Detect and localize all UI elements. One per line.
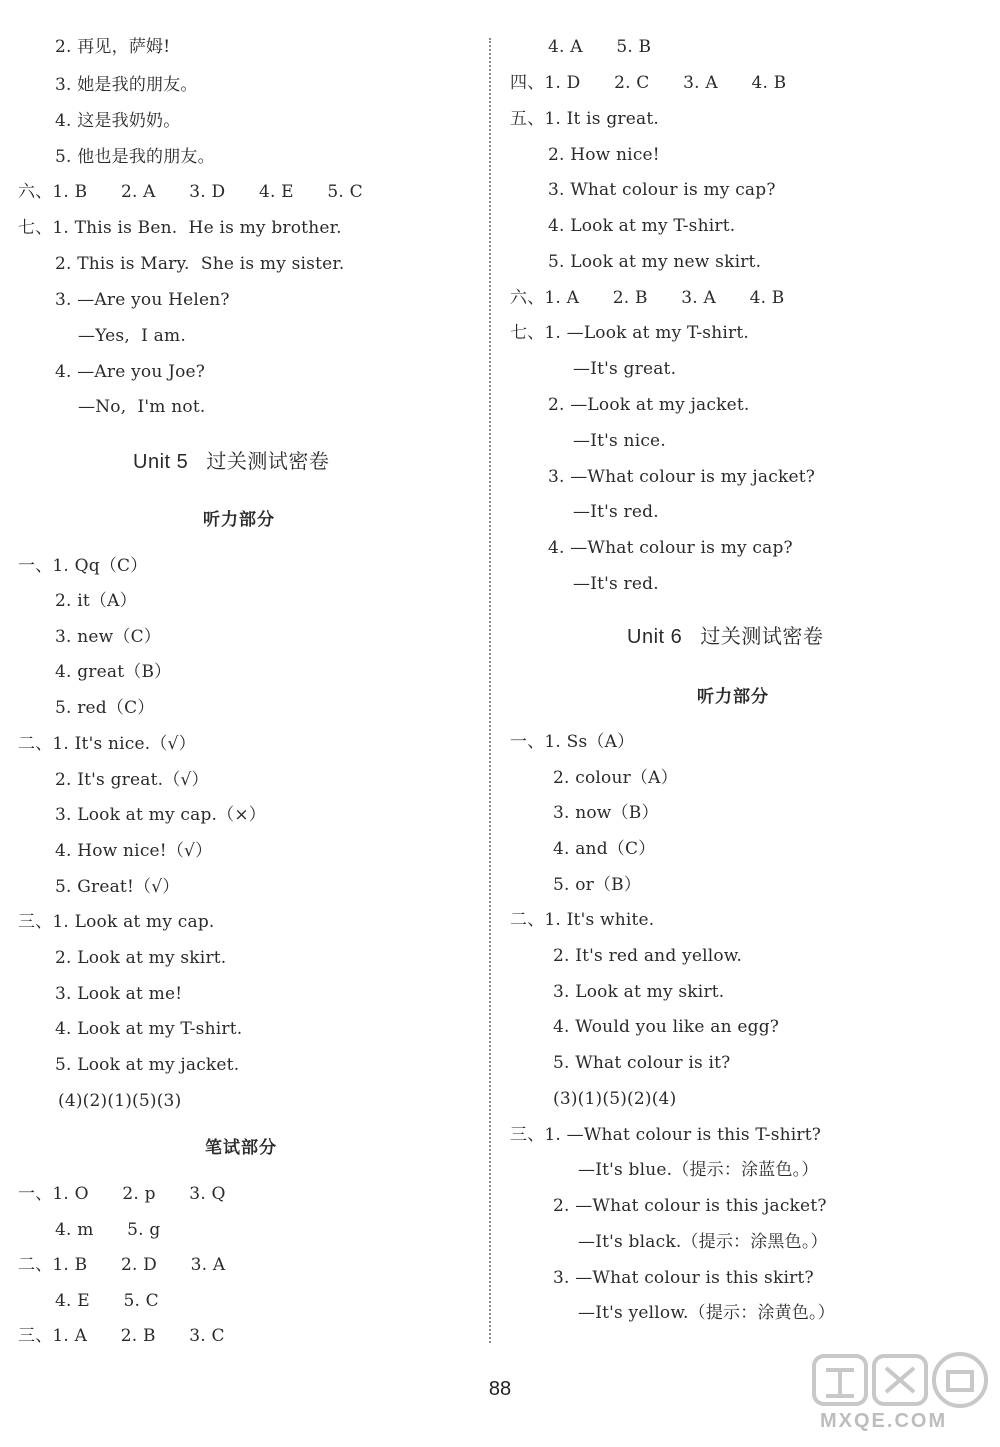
- answer-line: 六、1. B 2. A 3. D 4. E 5. C: [18, 182, 363, 202]
- listening-section-heading: 听力部分: [203, 510, 275, 530]
- answer-line: 5. Look at my new skirt.: [548, 252, 762, 272]
- answer-line: 3. Look at me!: [55, 984, 183, 1004]
- answer-line: 3. new（C）: [55, 627, 161, 647]
- answer-line: —It's nice.: [573, 431, 666, 451]
- answer-line: —It's great.: [573, 359, 677, 379]
- written-section-heading: 笔试部分: [205, 1138, 277, 1158]
- answer-line: 一、1. O 2. p 3. Q: [18, 1184, 226, 1204]
- answer-line: 3. What colour is my cap?: [548, 180, 776, 200]
- answer-line: 5. Look at my jacket.: [55, 1055, 240, 1075]
- answer-line: 4. and（C）: [553, 839, 656, 859]
- listening-section-heading: 听力部分: [697, 687, 769, 707]
- answer-line: 2. This is Mary. She is my sister.: [55, 254, 345, 274]
- answer-line: 4. great（B）: [55, 662, 172, 682]
- answer-line: 四、1. D 2. C 3. A 4. B: [510, 73, 787, 93]
- answer-line: 5. or（B）: [553, 875, 642, 895]
- answer-line: 2. Look at my skirt.: [55, 948, 227, 968]
- answer-line: 2. How nice!: [548, 145, 660, 165]
- answer-line: 六、1. A 2. B 3. A 4. B: [510, 288, 785, 308]
- answer-line: 3. 她是我的朋友。: [55, 75, 198, 95]
- answer-line: 2. It's red and yellow.: [553, 946, 743, 966]
- answer-line: 3. Look at my skirt.: [553, 982, 725, 1002]
- answer-line: 4. —What colour is my cap?: [548, 538, 793, 558]
- answer-line: —It's yellow.（提示：涂黄色。）: [578, 1303, 835, 1323]
- answer-line: 3. Look at my cap.（×）: [55, 805, 266, 825]
- answer-line: 2. —What colour is this jacket?: [553, 1196, 827, 1216]
- answer-line: 2. it（A）: [55, 591, 137, 611]
- answer-line: 4. Look at my T-shirt.: [548, 216, 736, 236]
- answer-line: 4. E 5. C: [55, 1291, 159, 1311]
- answer-line: 3. —Are you Helen?: [55, 290, 230, 310]
- watermark-site: MXQE.COM: [820, 1410, 948, 1432]
- answer-line: —It's red.: [573, 502, 659, 522]
- unit-5-heading: Unit 5 过关测试密卷: [133, 451, 330, 473]
- answer-line: 4. m 5. g: [55, 1220, 161, 1240]
- answer-line: 二、1. B 2. D 3. A: [18, 1255, 226, 1275]
- answer-line: 3. —What colour is my jacket?: [548, 467, 816, 487]
- answer-line: 5. 他也是我的朋友。: [55, 147, 215, 167]
- answer-line: 4. How nice!（√）: [55, 841, 213, 861]
- answer-line: —It's black.（提示：涂黑色。）: [578, 1232, 828, 1252]
- answer-line: (3)(1)(5)(2)(4): [553, 1089, 677, 1109]
- answer-line: 二、1. It's nice.（√）: [18, 734, 196, 754]
- watermark: [812, 1350, 992, 1440]
- answer-line: 5. Great!（√）: [55, 877, 180, 897]
- unit-6-heading: Unit 6 过关测试密卷: [627, 626, 824, 648]
- answer-line: 五、1. It is great.: [510, 109, 659, 129]
- answer-line: 4. A 5. B: [548, 37, 652, 57]
- answer-line: 三、1. Look at my cap.: [18, 912, 215, 932]
- answer-line: 3. now（B）: [553, 803, 659, 823]
- answer-line: 4. Would you like an egg?: [553, 1017, 780, 1037]
- column-divider: [489, 38, 491, 1343]
- answer-line: —No, I'm not.: [78, 397, 206, 417]
- answer-line: 一、1. Qq（C）: [18, 556, 148, 576]
- answer-line: —Yes, I am.: [78, 326, 186, 346]
- answer-line: 二、1. It's white.: [510, 910, 655, 930]
- answer-line: —It's blue.（提示：涂蓝色。）: [578, 1160, 819, 1180]
- page-number: 88: [488, 1378, 512, 1400]
- answer-line: 2. It's great.（√）: [55, 770, 209, 790]
- answer-line: 4. —Are you Joe?: [55, 362, 206, 382]
- answer-line: —It's red.: [573, 574, 659, 594]
- answer-line: 七、1. This is Ben. He is my brother.: [18, 218, 342, 238]
- answer-line: 2. —Look at my jacket.: [548, 395, 750, 415]
- watermark-logo-icon: [812, 1350, 992, 1410]
- answer-line: 5. What colour is it?: [553, 1053, 731, 1073]
- answer-line: 4. 这是我奶奶。: [55, 111, 181, 131]
- answer-line: 3. —What colour is this skirt?: [553, 1268, 814, 1288]
- answer-line: (4)(2)(1)(5)(3): [58, 1091, 182, 1111]
- answer-line: 2. 再见，萨姆!: [55, 37, 171, 57]
- answer-line: 七、1. —Look at my T-shirt.: [510, 323, 749, 343]
- answer-line: 4. Look at my T-shirt.: [55, 1019, 243, 1039]
- answer-line: 三、1. A 2. B 3. C: [18, 1326, 225, 1346]
- answer-line: 2. colour（A）: [553, 768, 678, 788]
- answer-line: 一、1. Ss（A）: [510, 732, 635, 752]
- answer-line: 5. red（C）: [55, 698, 155, 718]
- answer-line: 三、1. —What colour is this T-shirt?: [510, 1125, 822, 1145]
